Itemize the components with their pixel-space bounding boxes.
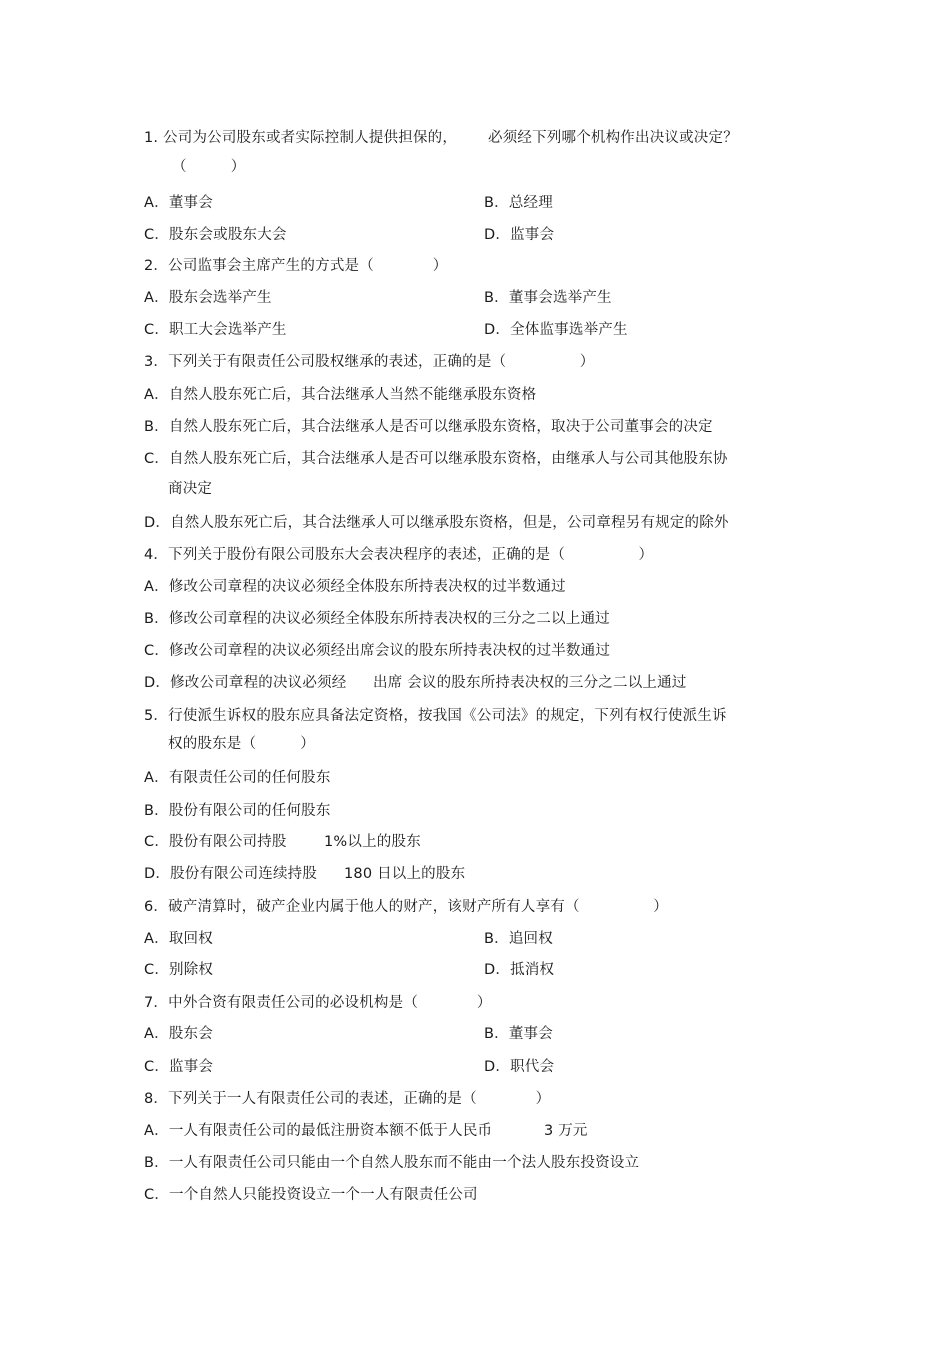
question-1-stem: 1. 公司为公司股东或者实际控制人提供担保的， [144,130,458,146]
question-8-option-a-cont: 3 万元 [544,1123,588,1139]
question-1-option-d: D．监事会 [484,227,555,243]
question-8-option-c: C．一个自然人只能投资设立一个一人有限责任公司 [144,1187,478,1203]
question-6-option-b: B．追回权 [484,931,553,947]
question-6-option-a: A．取回权 [144,931,213,947]
question-6-option-d: D．抵消权 [484,962,555,978]
question-1-option-b: B．总经理 [484,195,553,211]
question-6-option-c: C．别除权 [144,962,214,978]
question-5-stem-cont: 权的股东是（ ） [168,736,315,752]
question-4-option-c: C．修改公司章程的决议必须经出席会议的股东所持表决权的过半数通过 [144,643,611,659]
question-1-option-a: A．董事会 [144,195,213,211]
question-5-option-b: B．股份有限公司的任何股东 [144,803,331,819]
question-4-stem: 4．下列关于股份有限公司股东大会表决程序的表述，正确的是（ ） [144,547,654,563]
question-7-option-b: B．董事会 [484,1026,553,1042]
question-8-option-a: A．一人有限责任公司的最低注册资本额不低于人民币 [144,1123,493,1139]
question-5-option-c: C．股份有限公司持股 [144,834,287,850]
question-3-option-c-cont: 商决定 [168,481,213,497]
question-1-option-c: C．股东会或股东大会 [144,227,287,243]
question-4-option-d: D．修改公司章程的决议必须经 [144,675,347,691]
question-3-stem: 3．下列关于有限责任公司股权继承的表述，正确的是（ ） [144,354,595,370]
question-6-stem: 6．破产清算时，破产企业内属于他人的财产，该财产所有人享有（ ） [144,899,668,915]
question-7-option-d: D．职代会 [484,1059,555,1075]
question-1-blank: （ ） [172,159,246,175]
question-1-stem-cont: 必须经下列哪个机构作出决议或决定？ [488,130,738,146]
question-5-option-d-cont: 180 日以上的股东 [344,866,466,882]
question-7-stem: 7．中外合资有限责任公司的必设机构是（ ） [144,995,492,1011]
question-3-option-b: B．自然人股东死亡后，其合法继承人是否可以继承股东资格，取决于公司董事会的决定 [144,419,713,435]
question-3-option-a: A．自然人股东死亡后，其合法继承人当然不能继承股东资格 [144,387,537,403]
question-7-option-c: C．监事会 [144,1059,214,1075]
question-5-option-c-cont: 1%以上的股东 [324,834,421,850]
question-2-stem: 2．公司监事会主席产生的方式是（ ） [144,258,448,274]
question-2-option-c: C．职工大会选举产生 [144,322,287,338]
question-4-option-b: B．修改公司章程的决议必须经全体股东所持表决权的三分之二以上通过 [144,611,610,627]
question-5-stem: 5．行使派生诉权的股东应具备法定资格，按我国《公司法》的规定，下列有权行使派生诉 [144,708,727,724]
question-3-option-d: D．自然人股东死亡后，其合法继承人可以继承股东资格，但是，公司章程另有规定的除外 [144,515,729,531]
question-2-option-d: D．全体监事选举产生 [484,322,628,338]
question-2-option-b: B．董事会选举产生 [484,290,612,306]
question-5-option-a: A．有限责任公司的任何股东 [144,770,331,786]
question-4-option-d-cont: 出席 会议的股东所持表决权的三分之二以上通过 [373,675,687,691]
question-4-option-a: A．修改公司章程的决议必须经全体股东所持表决权的过半数通过 [144,579,566,595]
question-8-option-b: B．一人有限责任公司只能由一个自然人股东而不能由一个法人股东投资设立 [144,1155,640,1171]
question-5-option-d: D．股份有限公司连续持股 [144,866,318,882]
question-7-option-a: A．股东会 [144,1026,213,1042]
question-3-option-c: C．自然人股东死亡后，其合法继承人是否可以继承股东资格，由继承人与公司其他股东协 [144,451,728,467]
question-8-stem: 8．下列关于一人有限责任公司的表述，正确的是（ ） [144,1091,551,1107]
question-2-option-a: A．股东会选举产生 [144,290,272,306]
